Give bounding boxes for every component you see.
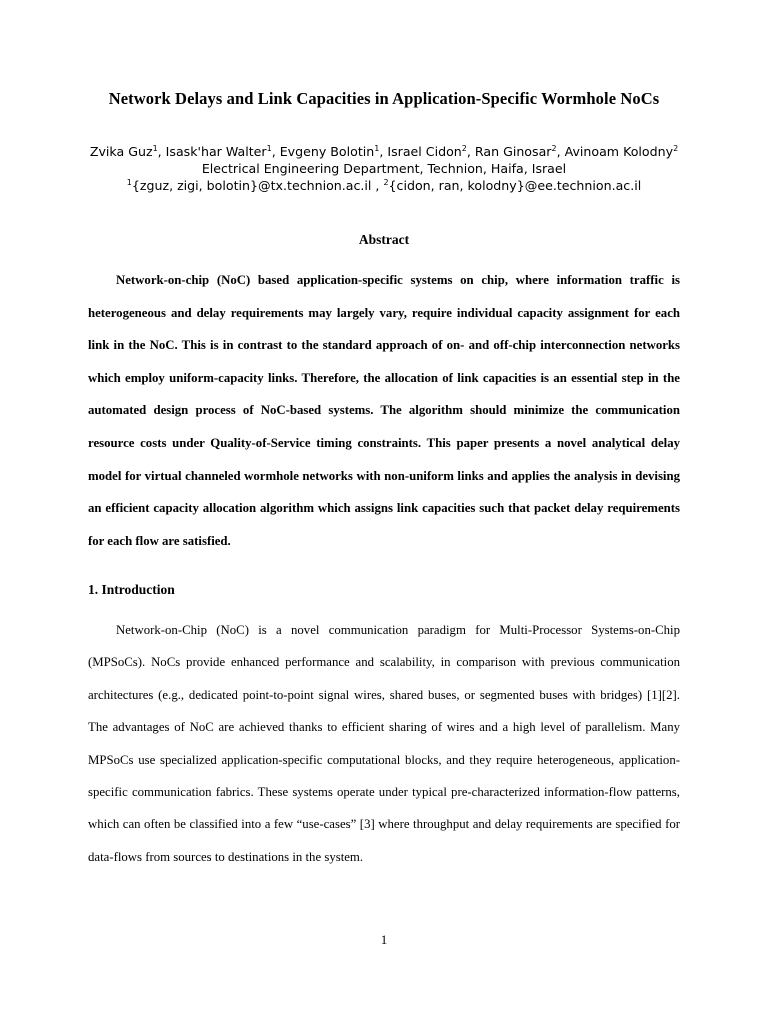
section-heading: 1. Introduction xyxy=(88,582,175,597)
email-line xyxy=(0,177,768,194)
email-group-2: {cidon, ran, kolodny}@ee.technion.ac.il xyxy=(388,178,642,193)
abstract-text: Network-on-chip (NoC) based application-specific systems on chip, where information traffic is heterogeneous and delay requirements may largely vary, require individual capacity assignment for each link in the NoC. This is in contrast to the standard approach of on- and off-chip interconnection networks which employ uniform-capacity links. Therefore, the allocation of link capacities is an essential step in the automated design process of NoC-based systems. The algorithm should minimize the communication resource costs under Quality-of-Service timing constraints. This paper presents a novel analytical delay model for virtual channeled wormhole networks with non-uniform links and applies the analysis in devising an efficient capacity allocation algorithm which assigns link capacities such that packet delay requirements for each flow are satisfied. xyxy=(88,273,680,548)
author-name: Isask'har Walter xyxy=(165,144,267,159)
author-name: Israel Cidon xyxy=(387,144,462,159)
author-affiliation-mark: 2 xyxy=(673,144,679,153)
intro-paragraph xyxy=(88,614,680,873)
author-affiliation-mark: 1 xyxy=(374,144,380,153)
affiliation: Electrical Engineering Department, Technion, Haifa, Israel xyxy=(201,161,567,176)
email-affiliation-mark: 1 xyxy=(126,178,132,187)
author-affiliation-mark: 1 xyxy=(152,144,158,153)
author-affiliation-mark: 2 xyxy=(461,144,467,153)
paper-title: Network Delays and Link Capacities in Application-Specific Wormhole NoCs xyxy=(108,89,660,108)
intro-text: Network-on-Chip (NoC) is a novel communication paradigm for Multi-Processor Systems-on-Chip (MPSoCs). NoCs provide enhanced performance and scalability, in comparison with previous communication architectures (e.g., dedicated point-to-point signal wires, shared buses, or segmented buses with bridges) [1][2]. The advantages of NoC are achieved thanks to efficient sharing of wires and a high level of parallelism. Many MPSoCs use specialized application-specific computational blocks, and they require heterogeneous, application-specific communication fabrics. These systems operate under typical pre-characterized information-flow patterns, which can often be classified into a few “use-cases” [3] where throughput and delay requirements are specified for data-flows from sources to destinations in the system. xyxy=(88,623,680,864)
author-name: Ran Ginosar xyxy=(474,144,552,159)
author-affiliation-mark: 1 xyxy=(266,144,272,153)
page-number: 1 xyxy=(380,932,388,947)
abstract-paragraph xyxy=(88,264,680,557)
author-name: Zvika Guz xyxy=(89,144,153,159)
abstract-heading: Abstract xyxy=(358,232,410,247)
email-group-1: {zguz, zigi, bolotin}@tx.technion.ac.il xyxy=(131,178,372,193)
author-affiliation-mark: 2 xyxy=(551,144,557,153)
author-name: Evgeny Bolotin xyxy=(279,144,375,159)
email-separator: , xyxy=(371,178,384,193)
author-list: Zvika Guz$^1$, Isask'har Walter$^1$, Evgeny Bolotin$^1$, Israel Cidon$^2$, Ran Ginosar$^2$, Avinoam Kolodny$^2$ xyxy=(89,144,679,159)
author-block xyxy=(0,143,768,194)
author-name: Avinoam Kolodny xyxy=(564,144,674,159)
email-affiliation-mark: 2 xyxy=(383,178,389,187)
